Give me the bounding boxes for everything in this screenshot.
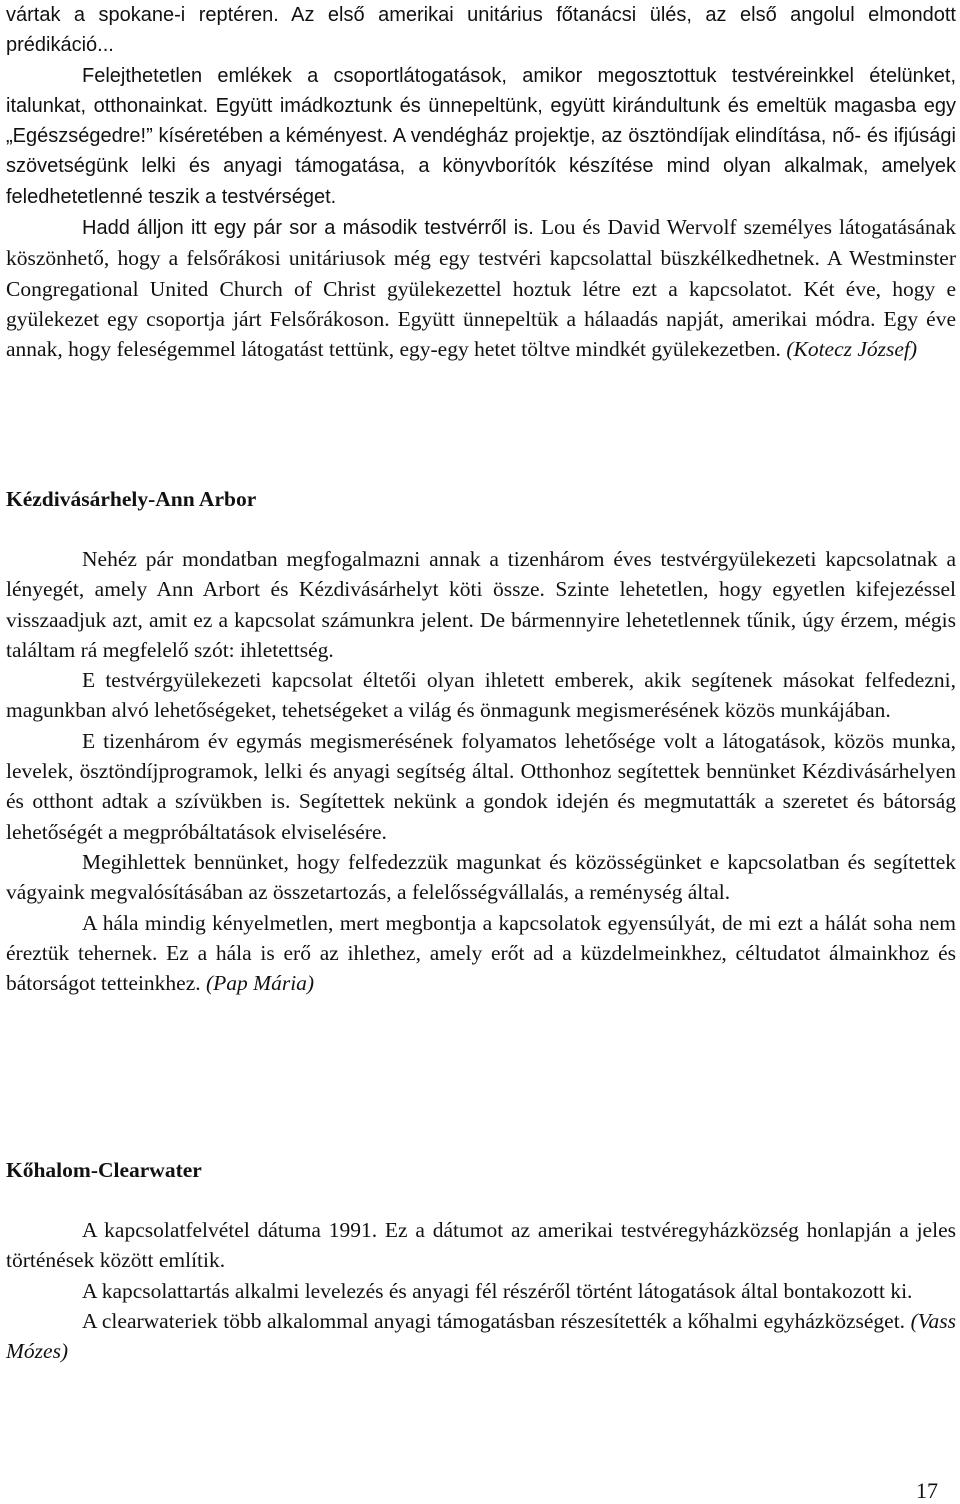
section1-paragraph-3: E tizenhárom év egymás megismerésének folyamatos lehetősége volt a látogatások, közös munka, levelek, ösztöndíjprogramok, lelki és anyagi segítség által. Otthonhoz segítettek bennünket Kézdivásárhelyen és otthont adtak a szívükben is. Segítettek nekünk a gondok idején és megmutatták a szeretet és bátorság lehetőségét a megpróbáltatások elviselésére.	[6, 728, 956, 844]
document-page	[6, 0, 956, 1504]
section2-paragraph-2: A kapcsolattartás alkalmi levelezés és anyagi fél részéről történt látogatások által bontakozott ki.	[82, 1278, 913, 1303]
intro-paragraph-3	[6, 212, 956, 364]
section1-paragraph-4: Megihlettek bennünket, hogy felfedezzük magunkat és közösségünket e kapcsolatban és segítettek vágyaink megvalósításában az összetartozás, a felelősségvállalás, a reménység által.	[6, 849, 956, 905]
section2-paragraph-3	[6, 1306, 956, 1367]
section-kohalom	[6, 1155, 956, 1366]
intro-paragraph-3-serif: Lou és David Wervolf személyes látogatásának köszönhető, hogy a felsőrákosi unitáriusok még egy testvéri kapcsolattal büszkélkedhetnek. A Westminster Congregational United Church of Christ gyülekezettel hoztuk létre ezt a kapcsolatot. Két éve, hogy e gyülekezet egy csoportja járt Felsőrákoson. Együtt ünnepeltük a hálaadás napját, amerikai módra. Egy éve annak, hogy feleségemmel látogatást tettünk, egy-egy hetet töltve mindkét gyülekezetben.	[6, 215, 956, 362]
intro-paragraph-2-text: Felejthetetlen emlékek a csoportlátogatások, amikor megosztottuk testvéreinkkel ételünket, italunkat, otthonainkat. Együtt imádkoztunk és ünnepeltünk, együtt kirándultunk és emeltük magasba egy „Egészségedre!” kíséretében a kéményest. A vendégház projektje, az ösztöndíjak elindítása, nő- és ifjúsági szövetségünk lelki és anyagi támogatása, a könyvborítók készítése mind olyan alkalmak, amelyek feledhetetlenné teszik a testvérséget.	[6, 64, 956, 208]
intro-author: (Kotecz József)	[786, 337, 918, 362]
page-number: 17	[916, 1478, 938, 1503]
section-kezdivasarhely	[6, 484, 956, 998]
intro-text	[6, 0, 956, 365]
heading-spacer	[6, 514, 956, 544]
intro-paragraph-1	[6, 0, 956, 61]
heading-spacer	[6, 1185, 956, 1215]
section1-paragraph-2: E testvérgyülekezeti kapcsolat éltetői olyan ihletett emberek, akik segítenek másokat felfedezni, magunkban alvó lehetőségeket, tehetségeket a világ és önmagunk megismerésének közös munkájában.	[6, 668, 956, 723]
section1-paragraph-5	[6, 908, 956, 999]
section2-paragraph-3-text: A clearwateriek több alkalommal anyagi támogatásban részesítették a kőhalmi egyházközséget.	[82, 1308, 906, 1333]
section1-author: (Pap Mária)	[206, 971, 315, 996]
intro-paragraph-2	[6, 61, 956, 212]
section2-author: (Vass Mózes)	[6, 1308, 957, 1364]
section1-paragraph-5-text: A hála mindig kényelmetlen, mert megbontja a kapcsolatok egyensúlyát, de mi ezt a hálát soha nem éreztük tehernek. Ez a hála is erő az ihlethez, amely erőt ad a küzdelmeinkhez, céltudatot álmainkhoz és bátorságot tetteinkhez.	[6, 910, 956, 996]
intro-paragraph-3-sans: Hadd álljon itt egy pár sor a második testvérről is.	[82, 217, 534, 240]
section-heading: Kőhalom-Clearwater	[6, 1158, 202, 1182]
section1-paragraph-1: Nehéz pár mondatban megfogalmazni annak a tizenhárom éves testvérgyülekezeti kapcsolatnak a lényegét, amely Ann Arbort és Kézdivásárhelyt köti össze. Szinte lehetetlen, hogy egyetlen kifejezéssel visszaadjuk azt, amit ez a kapcsolat számunkra jelent. De bármennyire lehetetlennek tűnik, úgy érzem, mégis találtam rá megfelelő szót: ihletettség.	[6, 547, 956, 662]
section-heading: Kézdivásárhely-Ann Arbor	[6, 487, 257, 511]
section2-paragraph-1: A kapcsolatfelvétel dátuma 1991. Ez a dátumot az amerikai testvéregyházközség honlapján a jeles történések között említik.	[6, 1218, 956, 1273]
intro-paragraph-1-text: vártak a spokane-i reptéren. Az első amerikai unitárius főtanácsi ülés, az első angolul elmondott prédikáció...	[6, 4, 956, 57]
